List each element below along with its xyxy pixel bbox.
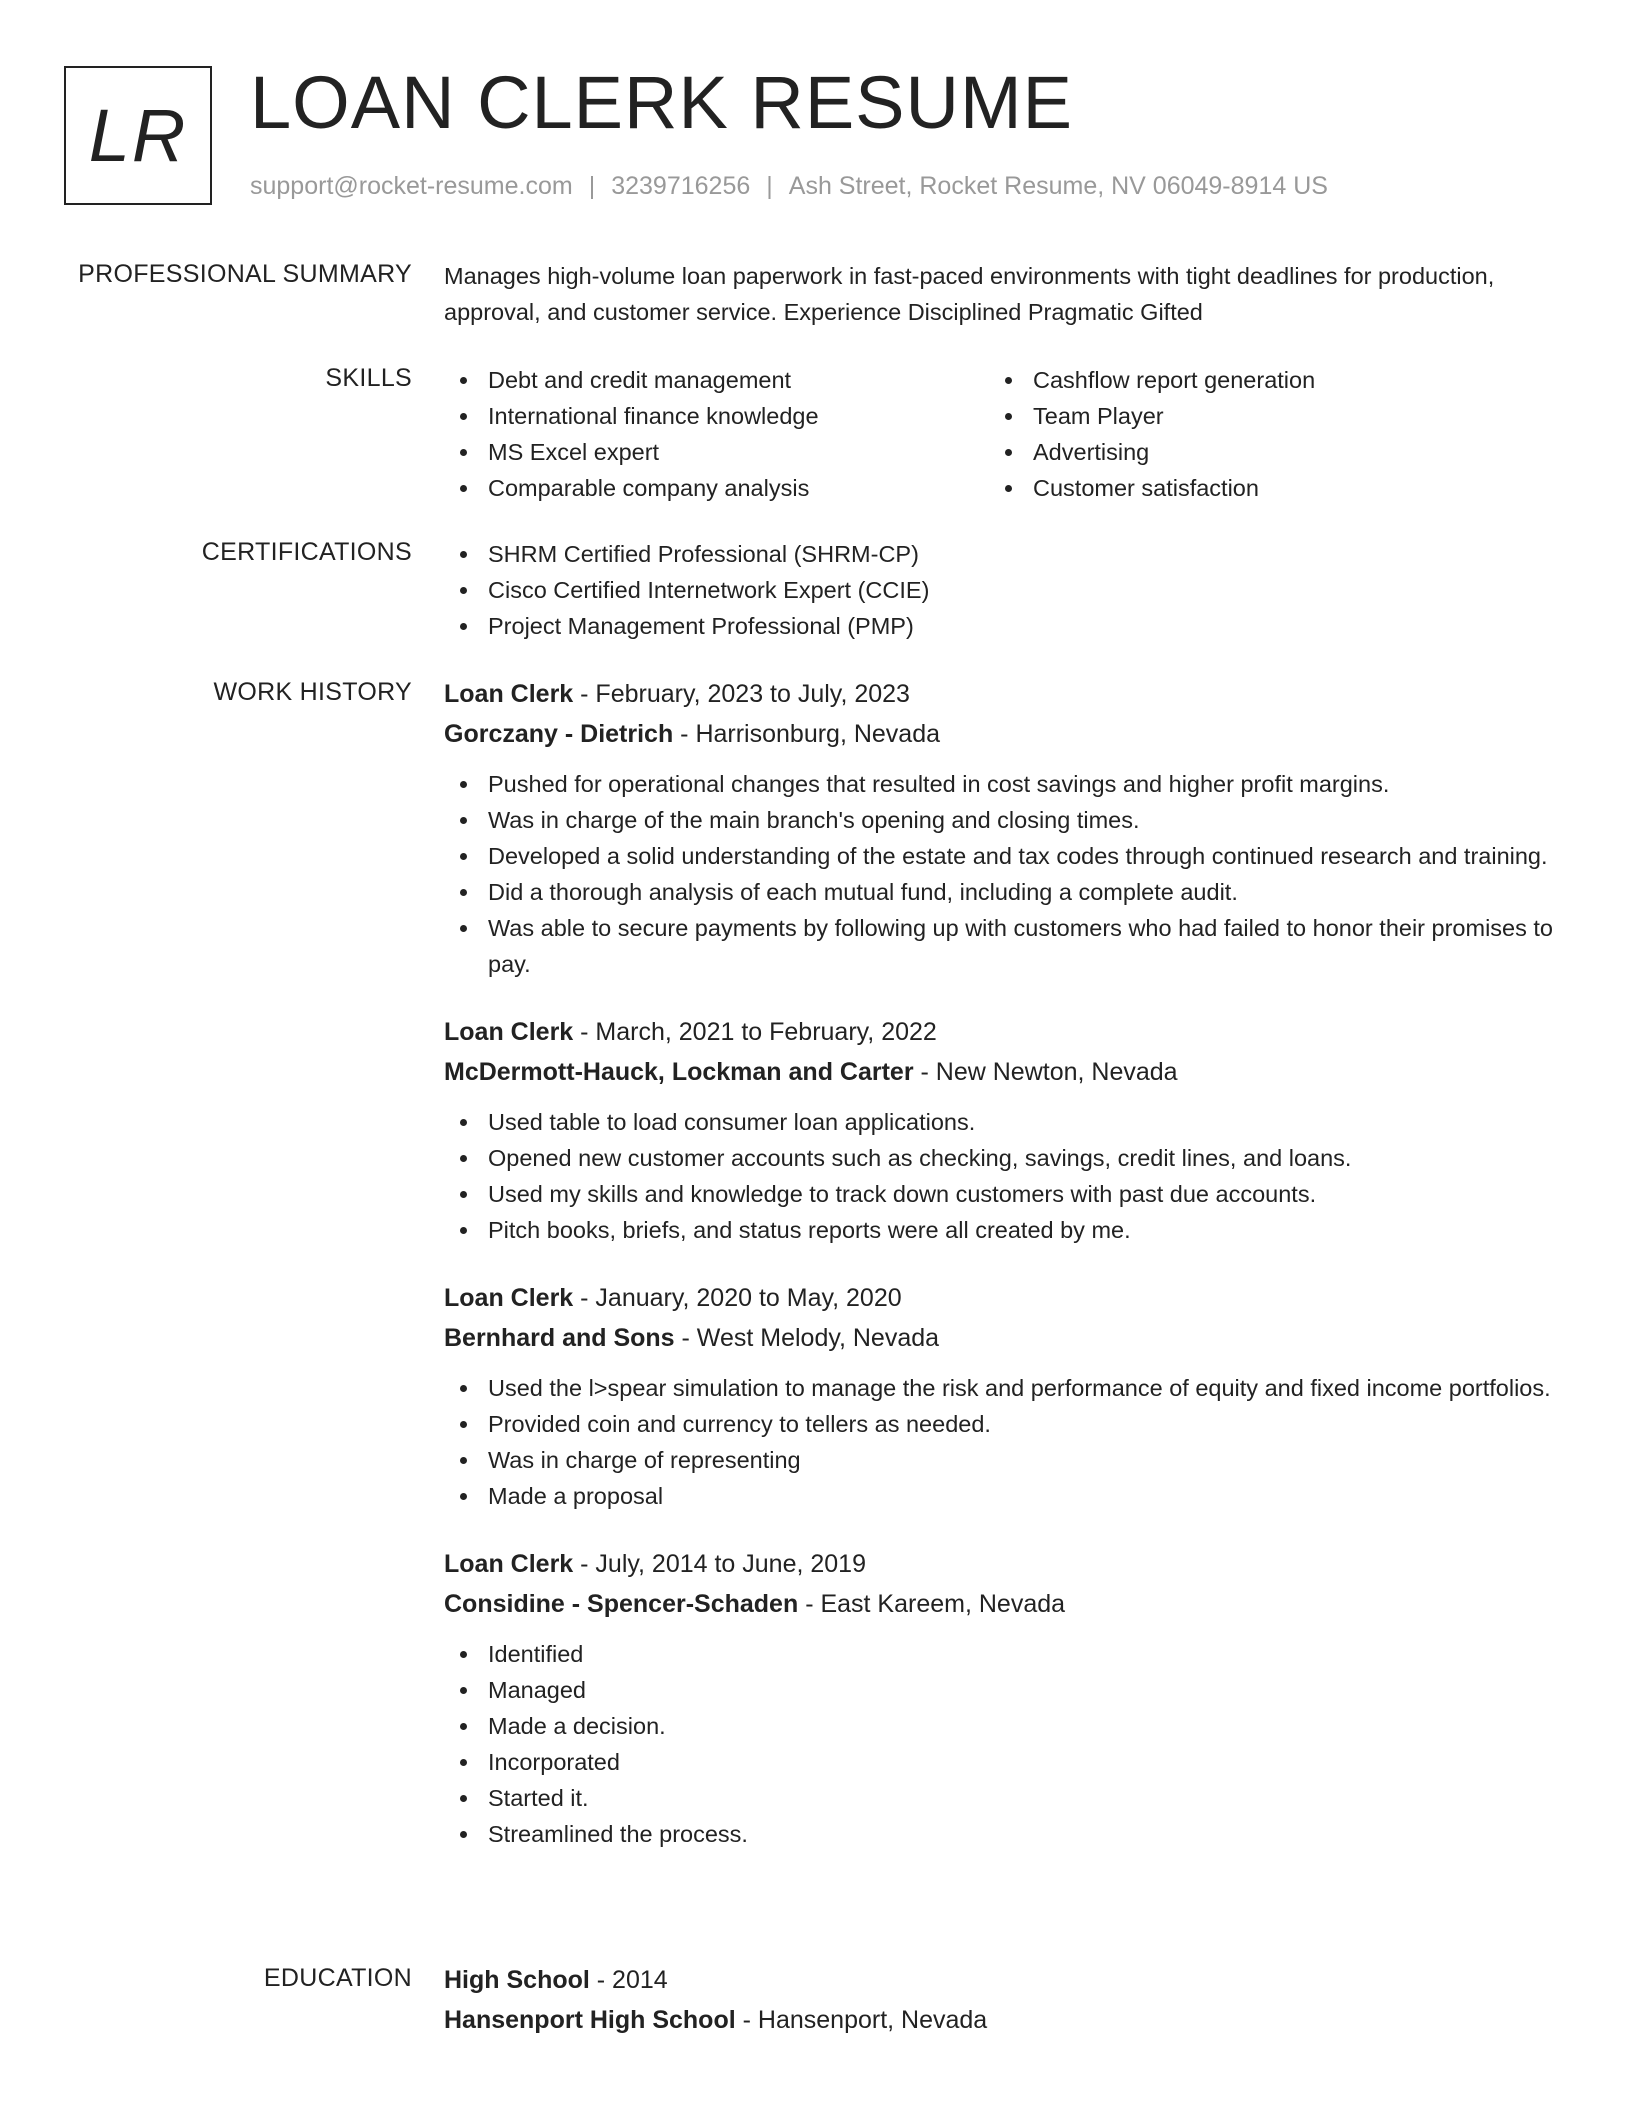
skill-item: Cashflow report generation — [989, 362, 1534, 398]
contact-address: Ash Street, Rocket Resume, NV 06049-8914 US — [788, 172, 1328, 200]
skill-item: MS Excel expert — [444, 434, 989, 470]
skill-item: Advertising — [989, 434, 1534, 470]
job-dates: - February, 2023 to July, 2023 — [573, 680, 910, 708]
job-title-line — [444, 1012, 1584, 1052]
education-body — [444, 1960, 1584, 2040]
skill-item: Comparable company analysis — [444, 470, 989, 506]
job-location: - West Melody, Nevada — [674, 1324, 940, 1352]
certifications-body — [444, 536, 1584, 644]
job-title: Loan Clerk — [444, 1550, 574, 1578]
education-school: Hansenport High School — [444, 2006, 736, 2034]
contact-separator: | — [766, 172, 773, 200]
list-item: Pitch books, briefs, and status reports were all created by me. — [444, 1212, 1584, 1248]
list-item: Was in charge of the main branch's opening and closing times. — [444, 802, 1584, 838]
job-location: - East Kareem, Nevada — [798, 1590, 1066, 1618]
list-item: Was in charge of representing — [444, 1442, 1584, 1478]
list-item: Made a proposal — [444, 1478, 1584, 1514]
job-company: Bernhard and Sons — [444, 1324, 675, 1352]
certification-item: Project Management Professional (PMP) — [444, 608, 1584, 644]
section-label: PROFESSIONAL SUMMARY — [78, 260, 412, 288]
skill-item: Customer satisfaction — [989, 470, 1534, 506]
job-title-line — [444, 674, 1584, 714]
job-title-line — [444, 1278, 1584, 1318]
summary-text: Manages high-volume loan paperwork in fast-paced environments with tight deadlines for production, approval, and customer service. Experience Disciplined Pragmatic Gifted — [444, 263, 1495, 325]
job-dates: - January, 2020 to May, 2020 — [573, 1284, 902, 1312]
list-item: Identified — [444, 1636, 1584, 1672]
job-entry — [444, 1278, 1584, 1514]
job-entry — [444, 1012, 1584, 1248]
certifications-list — [444, 536, 1584, 644]
section-label: CERTIFICATIONS — [201, 538, 412, 566]
list-item: Developed a solid understanding of the estate and tax codes through continued research and training. — [444, 838, 1584, 874]
job-dates: - March, 2021 to February, 2022 — [573, 1018, 937, 1046]
list-item: Used the l>spear simulation to manage the risk and performance of equity and fixed income portfolios. — [444, 1370, 1584, 1406]
list-item: Made a decision. — [444, 1708, 1584, 1744]
list-item: Opened new customer accounts such as checking, savings, credit lines, and loans. — [444, 1140, 1584, 1176]
job-duties — [444, 1636, 1584, 1852]
education-degree-line — [444, 1960, 1584, 2000]
job-location: - Harrisonburg, Nevada — [673, 720, 941, 748]
contact-phone[interactable]: 3239716256 — [611, 172, 751, 200]
skills-column-1 — [444, 362, 989, 506]
education-year: - 2014 — [589, 1966, 668, 1994]
job-company-line — [444, 1052, 1584, 1092]
job-company: McDermott-Hauck, Lockman and Carter — [444, 1058, 914, 1086]
contact-separator: | — [588, 172, 596, 200]
list-item: Started it. — [444, 1780, 1584, 1816]
education-school-line — [444, 2000, 1584, 2040]
list-item: Used table to load consumer loan applications. — [444, 1104, 1584, 1140]
job-title: Loan Clerk — [444, 1284, 574, 1312]
contact-email[interactable]: support@rocket-resume.com — [250, 172, 573, 200]
job-dates: - July, 2014 to June, 2019 — [573, 1550, 866, 1578]
list-item: Pushed for operational changes that resulted in cost savings and higher profit margins. — [444, 766, 1584, 802]
list-item: Did a thorough analysis of each mutual fund, including a complete audit. — [444, 874, 1584, 910]
page-title: LOAN CLERK RESUME — [250, 61, 1073, 144]
job-location: - New Newton, Nevada — [913, 1058, 1178, 1086]
contact-line — [250, 172, 1328, 201]
job-duties — [444, 1370, 1584, 1514]
job-title: Loan Clerk — [444, 680, 574, 708]
list-item: Incorporated — [444, 1744, 1584, 1780]
skills-column-2 — [989, 362, 1534, 506]
education-location: - Hansenport, Nevada — [735, 2006, 988, 2034]
summary-body — [444, 258, 1584, 330]
skills-body — [444, 362, 1584, 506]
job-entry — [444, 1544, 1584, 1852]
job-company: Considine - Spencer-Schaden — [444, 1590, 799, 1618]
list-item: Was able to secure payments by following up with customers who had failed to honor their promises to pay. — [444, 910, 1584, 982]
section-label: EDUCATION — [263, 1964, 412, 1992]
list-item: Provided coin and currency to tellers as needed. — [444, 1406, 1584, 1442]
skill-item: Debt and credit management — [444, 362, 989, 398]
job-company-line — [444, 714, 1584, 754]
work-history-body — [444, 674, 1584, 1852]
job-company: Gorczany - Dietrich — [444, 720, 674, 748]
job-company-line — [444, 1318, 1584, 1358]
monogram-logo: LR — [64, 66, 212, 205]
list-item: Used my skills and knowledge to track down customers with past due accounts. — [444, 1176, 1584, 1212]
skill-item: Team Player — [989, 398, 1534, 434]
job-company-line — [444, 1584, 1584, 1624]
certification-item: Cisco Certified Internetwork Expert (CCIE) — [444, 572, 1584, 608]
list-item: Managed — [444, 1672, 1584, 1708]
job-duties — [444, 766, 1584, 982]
certification-item: SHRM Certified Professional (SHRM-CP) — [444, 536, 1584, 572]
job-title: Loan Clerk — [444, 1018, 574, 1046]
job-title-line — [444, 1544, 1584, 1584]
section-label: SKILLS — [325, 364, 412, 392]
job-entry — [444, 674, 1584, 982]
section-label: WORK HISTORY — [213, 678, 412, 706]
list-item: Streamlined the process. — [444, 1816, 1584, 1852]
skill-item: International finance knowledge — [444, 398, 989, 434]
resume-header — [64, 61, 1584, 214]
education-degree: High School — [444, 1966, 590, 1994]
job-duties — [444, 1104, 1584, 1248]
